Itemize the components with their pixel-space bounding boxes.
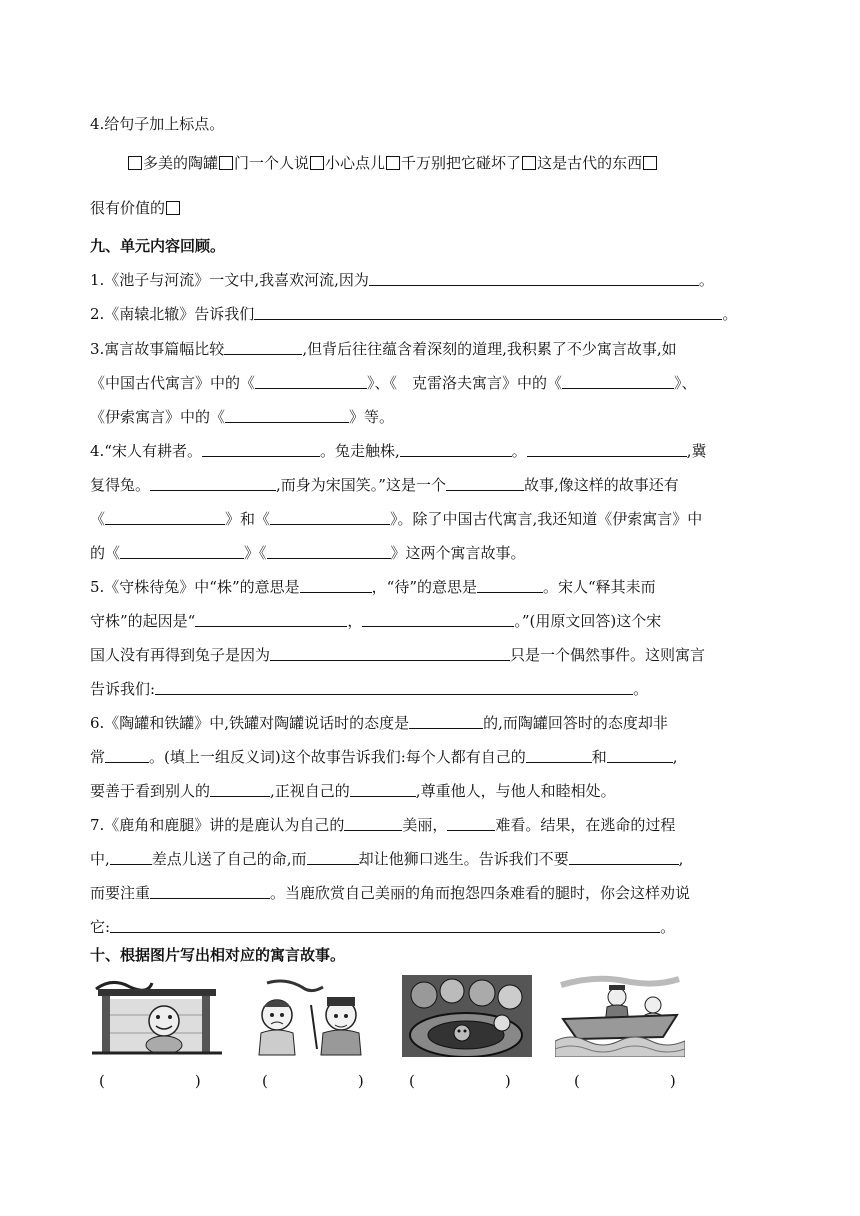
s9-line-19	[90, 883, 790, 903]
text: 中,	[90, 850, 110, 868]
text: 的,而陶罐回答时的态度却非	[483, 714, 668, 732]
text: 只是一个偶然事件。这则寓言	[510, 646, 706, 664]
fill-blank[interactable]	[210, 781, 270, 797]
text: 4.“宋人有耕者。	[90, 442, 202, 460]
text: 的《	[90, 544, 121, 562]
fill-blank[interactable]	[562, 373, 674, 389]
answer-paren-2[interactable]	[262, 1070, 364, 1091]
fill-blank[interactable]	[105, 509, 225, 525]
fill-blank[interactable]	[110, 917, 660, 933]
text: 7.《鹿角和鹿腿》讲的是鹿认为自己的	[90, 816, 345, 834]
s9-line-20	[90, 917, 790, 937]
s9-line-16	[90, 781, 790, 801]
fill-blank[interactable]	[195, 611, 347, 627]
section-9-heading	[90, 236, 790, 256]
text: 》这两个寓言故事。	[390, 544, 526, 562]
text: 》等。	[349, 408, 395, 426]
two-men-illustration	[247, 975, 377, 1057]
text: 6.《陶罐和铁罐》中,铁罐对陶罐说话时的态度是	[90, 714, 410, 732]
text: 》和《	[225, 510, 271, 528]
text: 差点儿送了自己的命,而	[151, 850, 307, 868]
text: ,	[678, 850, 684, 868]
text: 美丽，	[402, 816, 448, 834]
fill-blank[interactable]	[409, 713, 483, 729]
fill-blank[interactable]	[224, 339, 302, 355]
text: 和	[591, 748, 607, 766]
text: 。兔走触株,	[319, 442, 400, 460]
text: 。	[722, 305, 738, 323]
picture-well-animals	[402, 975, 532, 1057]
fill-blank[interactable]	[400, 441, 512, 457]
fill-blank[interactable]	[344, 815, 402, 831]
s9-line-8	[90, 509, 790, 529]
text: 2.《南辕北辙》告诉我们	[90, 305, 255, 323]
text: ,但背后往往蕴含着深刻的道理,我积累了不少寓言故事,如	[302, 340, 677, 358]
picture-two-men	[247, 975, 377, 1057]
text: 。	[660, 918, 676, 936]
text: 。宋人“释其耒而	[543, 578, 656, 596]
s9-line-10	[90, 577, 790, 597]
s9-line-13	[90, 679, 790, 699]
frog-in-well-illustration	[92, 975, 222, 1057]
text: 《	[90, 510, 106, 528]
answer-box[interactable]	[166, 201, 180, 215]
text: ，“待”的意思是	[371, 578, 477, 596]
fill-blank[interactable]	[362, 611, 514, 627]
picture-man-on-boat	[555, 975, 685, 1057]
s9-line-17	[90, 815, 790, 835]
fill-blank[interactable]	[155, 679, 633, 695]
text: 3.寓言故事篇幅比较	[90, 340, 225, 358]
fill-blank[interactable]	[526, 747, 592, 763]
paren-text: ( )	[262, 1072, 364, 1090]
q4-fragment: 这是古代的东西	[537, 154, 643, 172]
fill-blank[interactable]	[447, 815, 495, 831]
fill-blank[interactable]	[527, 441, 687, 457]
text: 国人没有再得到兔子是因为	[90, 646, 271, 664]
answer-box[interactable]	[310, 156, 324, 170]
q4-fragment: 门一个人说	[234, 154, 310, 172]
s9-line-3	[90, 339, 790, 359]
q4-sentence-row2	[90, 198, 790, 218]
text: 常	[90, 748, 106, 766]
s9-line-14	[90, 713, 790, 733]
section-10-title: 十、根据图片写出相对应的寓言故事。	[90, 946, 346, 964]
fill-blank[interactable]	[350, 781, 416, 797]
text: 它:	[90, 918, 111, 936]
text: 》。除了中国古代寓言,我还知道《伊索寓言》中	[390, 510, 703, 528]
fill-blank[interactable]	[150, 475, 276, 491]
text: 》、《 克雷洛夫寓言》中的《	[367, 374, 563, 392]
fill-blank[interactable]	[254, 304, 722, 320]
text: ,	[672, 748, 678, 766]
s9-line-12	[90, 645, 790, 665]
q4-fragment: 很有价值的	[90, 199, 166, 217]
q4-title-text: 4.给句子加上标点。	[90, 115, 225, 133]
s9-line-7	[90, 475, 790, 495]
fill-blank[interactable]	[369, 270, 699, 286]
text: 守株”的起因是“	[90, 612, 196, 630]
section-9-title: 九、单元内容回顾。	[90, 237, 226, 255]
q4-fragment: 小心点儿	[325, 154, 386, 172]
fill-blank[interactable]	[105, 747, 149, 763]
s9-line-1	[90, 270, 790, 290]
paren-text: ( )	[409, 1072, 511, 1090]
answer-paren-3[interactable]	[409, 1070, 511, 1091]
s9-line-11	[90, 611, 790, 631]
s9-line-15	[90, 747, 790, 767]
text: 。当鹿欣赏自己美丽的角而抱怨四条难看的腿时，你会这样劝说	[270, 884, 691, 902]
s9-line-4	[90, 373, 790, 393]
text: 。	[511, 442, 527, 460]
text: 《中国古代寓言》中的《	[90, 374, 256, 392]
section-10-heading	[90, 945, 790, 965]
text: 却让他狮口逃生。告诉我们不要	[358, 850, 569, 868]
paren-text: ( )	[574, 1072, 676, 1090]
fill-blank[interactable]	[477, 577, 543, 593]
fill-blank[interactable]	[225, 407, 349, 423]
fill-blank[interactable]	[202, 441, 320, 457]
text: 。”(用原文回答)这个宋	[514, 612, 662, 630]
text: ,而身为宋国笑。”这是一个	[276, 476, 446, 494]
paren-text: ( )	[99, 1072, 201, 1090]
fill-blank[interactable]	[150, 883, 270, 899]
text: ,尊重他人，与他人和睦相处。	[415, 782, 616, 800]
text: 5.《守株待兔》中“株”的意思是	[90, 578, 300, 596]
q4-sentence-row1	[127, 153, 827, 173]
fill-blank[interactable]	[270, 509, 390, 525]
q4-fragment: 千万别把它碰坏了	[401, 154, 522, 172]
picture-frog-in-well	[92, 975, 222, 1057]
fill-blank[interactable]	[446, 475, 524, 491]
q4-title	[90, 114, 790, 134]
q4-fragment: 多美的陶罐	[143, 154, 219, 172]
man-on-boat-illustration	[555, 975, 685, 1057]
answer-box[interactable]	[386, 156, 400, 170]
text: 《伊索寓言》中的《	[90, 408, 226, 426]
text: 故事,像这样的故事还有	[523, 476, 679, 494]
text: 1.《池子与河流》一文中,我喜欢河流,因为	[90, 271, 369, 289]
fill-blank[interactable]	[300, 577, 372, 593]
s9-line-5	[90, 407, 790, 427]
fill-blank[interactable]	[255, 373, 367, 389]
answer-paren-4[interactable]	[574, 1070, 676, 1091]
text: 复得兔。	[90, 476, 151, 494]
fill-blank[interactable]	[110, 849, 152, 865]
fill-blank[interactable]	[267, 543, 391, 559]
answer-box[interactable]	[522, 156, 536, 170]
fill-blank[interactable]	[307, 849, 359, 865]
text: 难看。结果，在逃命的过程	[495, 816, 676, 834]
text: 》《	[244, 544, 267, 562]
text: ,正视自己的	[270, 782, 350, 800]
fill-blank[interactable]	[120, 543, 244, 559]
answer-paren-1[interactable]	[99, 1070, 201, 1091]
answer-box[interactable]	[128, 156, 142, 170]
text: 。	[698, 271, 714, 289]
text: 》、	[674, 374, 697, 392]
fill-blank[interactable]	[607, 747, 673, 763]
text: ,冀	[686, 442, 707, 460]
well-animals-illustration	[402, 975, 532, 1057]
text: 。	[633, 680, 649, 698]
text: ，	[347, 612, 363, 630]
answer-box[interactable]	[219, 156, 233, 170]
text: 告诉我们:	[90, 680, 156, 698]
s9-line-9	[90, 543, 790, 563]
text: 。(填上一组反义词)这个故事告诉我们:每个人都有自己的	[149, 748, 526, 766]
s9-line-6	[90, 441, 790, 461]
answer-box[interactable]	[643, 156, 657, 170]
fill-blank[interactable]	[270, 645, 510, 661]
text: 而要注重	[90, 884, 151, 902]
fill-blank[interactable]	[569, 849, 679, 865]
text: 要善于看到别人的	[90, 782, 211, 800]
s9-line-18	[90, 849, 790, 869]
s9-line-2	[90, 304, 790, 324]
